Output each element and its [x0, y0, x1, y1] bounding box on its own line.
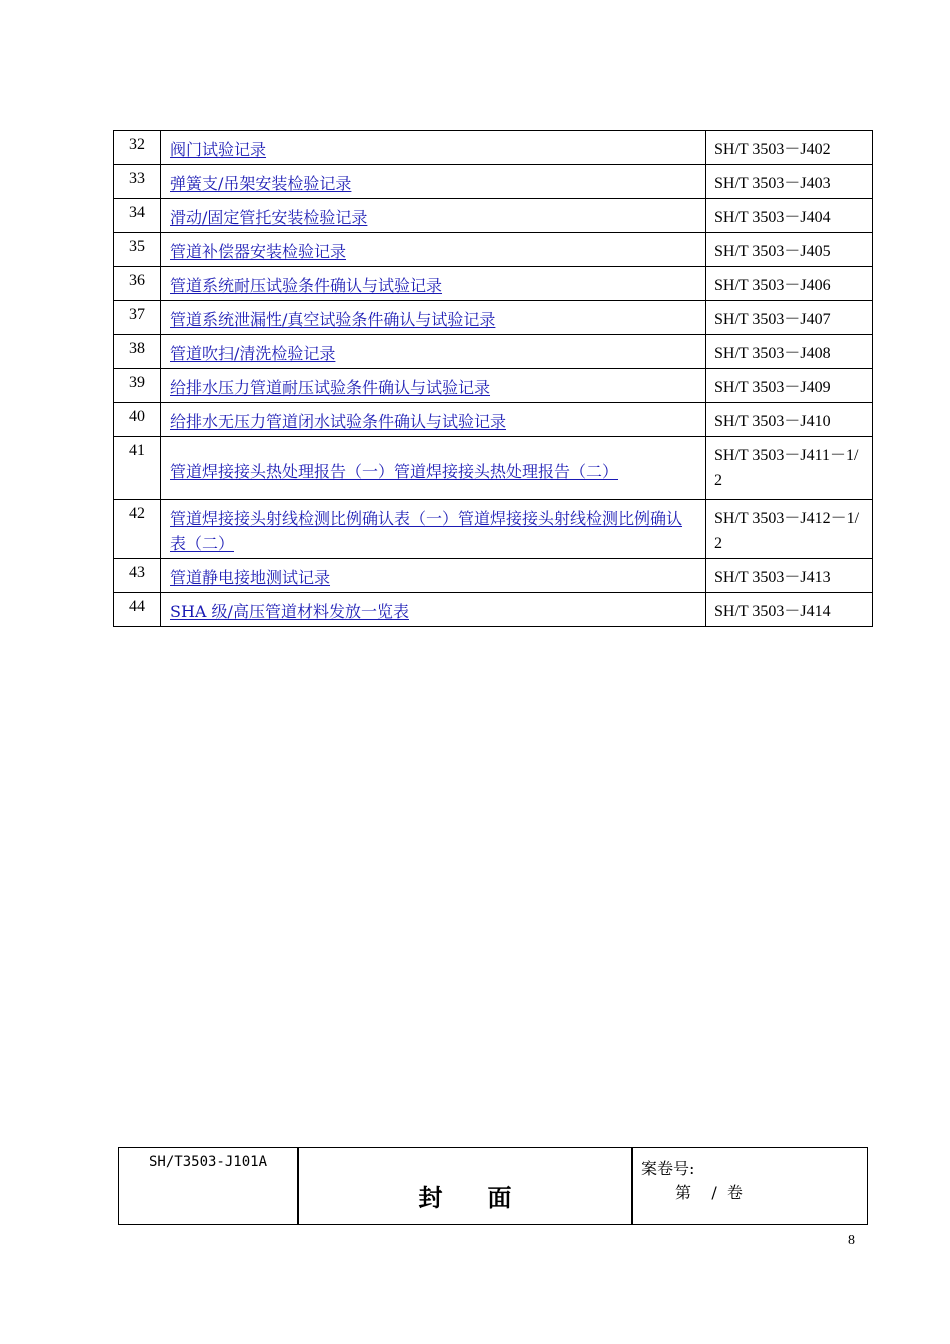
record-link[interactable]: 弹簧支/吊架安装检验记录 — [170, 174, 352, 193]
row-title-cell — [161, 559, 706, 593]
row-code: SH/T 3503－J410 — [706, 403, 873, 437]
row-title-cell — [161, 500, 706, 559]
table-row — [114, 165, 873, 199]
row-number: 43 — [114, 559, 161, 593]
row-title-cell — [161, 301, 706, 335]
cover-title-cell — [299, 1148, 633, 1224]
table-row — [114, 437, 873, 500]
row-title-cell — [161, 593, 706, 627]
row-code: SH/T 3503－J402 — [706, 131, 873, 165]
row-code: SH/T 3503－J409 — [706, 369, 873, 403]
volume-text: 第 / 卷 — [675, 1183, 743, 1202]
row-code: SH/T 3503－J403 — [706, 165, 873, 199]
row-number: 34 — [114, 199, 161, 233]
record-link[interactable]: 给排水压力管道耐压试验条件确认与试验记录 — [170, 378, 491, 397]
record-link[interactable]: 管道补偿器安装检验记录 — [170, 242, 347, 261]
cover-title: 封面 — [418, 1184, 557, 1212]
record-link[interactable]: 阀门试验记录 — [170, 140, 267, 159]
table-row — [114, 500, 873, 559]
record-link[interactable]: 给排水无压力管道闭水试验条件确认与试验记录 — [170, 412, 507, 431]
record-link[interactable]: SHA 级/高压管道材料发放一览表 — [170, 602, 409, 621]
record-link[interactable]: 管道焊接接头射线检测比例确认表（一）管道焊接接头射线检测比例确认表（二） — [170, 509, 683, 553]
archive-label: 案卷号: — [641, 1159, 695, 1178]
row-number: 42 — [114, 500, 161, 559]
row-code: SH/T 3503－J413 — [706, 559, 873, 593]
table-row — [114, 301, 873, 335]
table-row — [114, 403, 873, 437]
table-row — [114, 369, 873, 403]
row-code: SH/T 3503－J407 — [706, 301, 873, 335]
row-number: 36 — [114, 267, 161, 301]
row-title-cell — [161, 335, 706, 369]
row-title-cell — [161, 267, 706, 301]
row-number: 38 — [114, 335, 161, 369]
row-code: SH/T 3503－J408 — [706, 335, 873, 369]
row-number: 40 — [114, 403, 161, 437]
row-title-cell — [161, 165, 706, 199]
row-number: 44 — [114, 593, 161, 627]
form-code-cell — [119, 1148, 299, 1224]
row-title-cell — [161, 233, 706, 267]
archive-cell — [633, 1148, 867, 1224]
table-row — [114, 559, 873, 593]
row-number: 41 — [114, 437, 161, 500]
table-row — [114, 199, 873, 233]
form-code: SH/T3503-J101A — [149, 1154, 268, 1170]
row-title-cell — [161, 131, 706, 165]
row-number: 35 — [114, 233, 161, 267]
row-code: SH/T 3503－J406 — [706, 267, 873, 301]
row-code: SH/T 3503－J405 — [706, 233, 873, 267]
table-row — [114, 233, 873, 267]
row-number: 32 — [114, 131, 161, 165]
row-code: SH/T 3503－J412－1/2 — [706, 500, 873, 559]
page-number: 8 — [848, 1233, 855, 1248]
row-title-cell — [161, 199, 706, 233]
record-link[interactable]: 滑动/固定管托安装检验记录 — [170, 208, 368, 227]
record-link[interactable]: 管道系统泄漏性/真空试验条件确认与试验记录 — [170, 310, 496, 329]
row-title-cell — [161, 437, 706, 500]
row-title-cell — [161, 403, 706, 437]
row-title-cell — [161, 369, 706, 403]
table-row — [114, 131, 873, 165]
record-link[interactable]: 管道静电接地测试记录 — [170, 568, 331, 587]
row-code: SH/T 3503－J414 — [706, 593, 873, 627]
row-number: 39 — [114, 369, 161, 403]
row-number: 33 — [114, 165, 161, 199]
table-row — [114, 593, 873, 627]
table-row — [114, 335, 873, 369]
toc-table — [113, 130, 873, 627]
record-link[interactable]: 管道系统耐压试验条件确认与试验记录 — [170, 276, 443, 295]
row-number: 37 — [114, 301, 161, 335]
record-link[interactable]: 管道吹扫/清洗检验记录 — [170, 344, 336, 363]
row-code: SH/T 3503－J411－1/2 — [706, 437, 873, 500]
table-row — [114, 267, 873, 301]
cover-footer-box — [118, 1147, 868, 1225]
record-link[interactable]: 管道焊接接头热处理报告（一）管道焊接接头热处理报告（二） — [170, 461, 619, 481]
row-code: SH/T 3503－J404 — [706, 199, 873, 233]
